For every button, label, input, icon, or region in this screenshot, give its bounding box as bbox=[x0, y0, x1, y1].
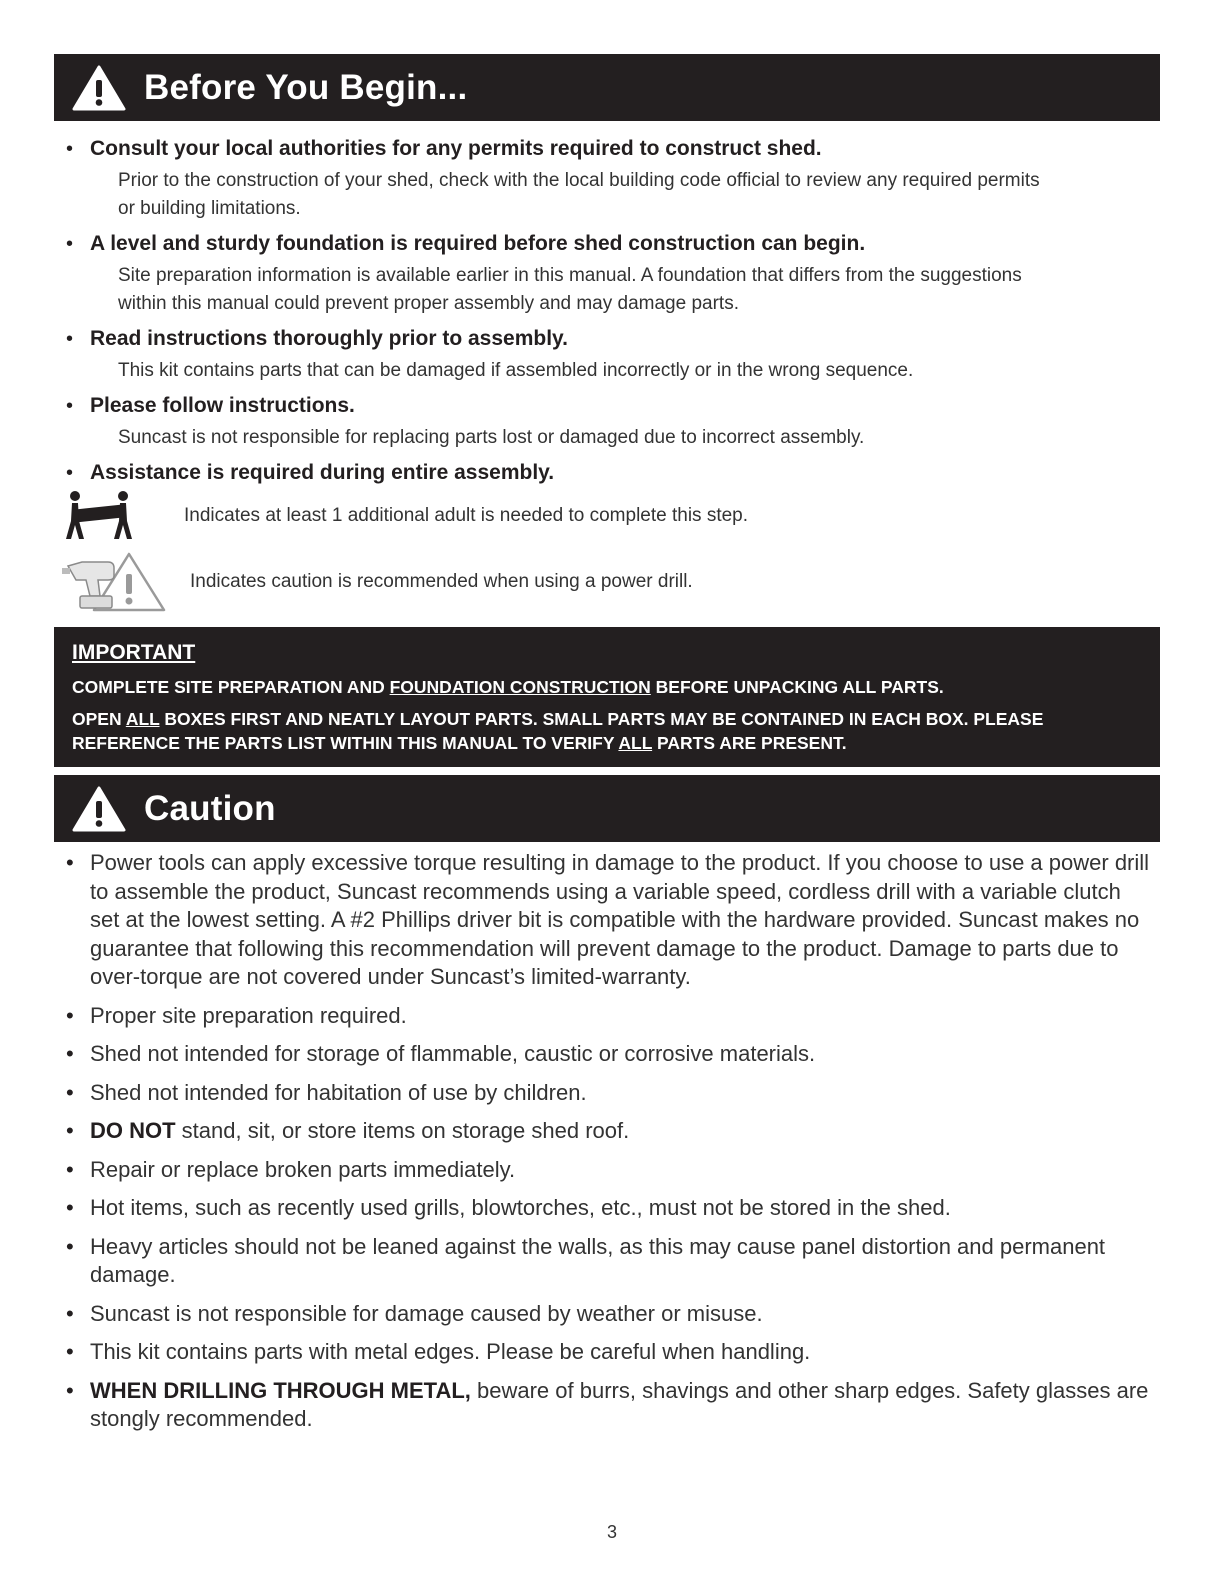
important-text: BOXES FIRST AND NEATLY LAYOUT PARTS. SMALL PARTS MAY BE CONTAINED IN EACH BOX. PLEASE bbox=[159, 709, 1044, 729]
item-heading: Please follow instructions. bbox=[90, 394, 355, 417]
list-item bbox=[66, 230, 1156, 318]
list-item bbox=[66, 1040, 1156, 1069]
legend-text: Indicates at least 1 additional adult is needed to complete this step. bbox=[184, 505, 749, 526]
item-heading: Assistance is required during entire assembly. bbox=[90, 461, 555, 484]
list-item bbox=[66, 1002, 1156, 1031]
caution-text: This kit contains parts with metal edges. Please be careful when handling. bbox=[90, 1339, 811, 1364]
caution-text bbox=[90, 1117, 629, 1146]
before-list bbox=[66, 135, 1156, 487]
caution-text-rest: stand, sit, or store items on storage shed roof. bbox=[175, 1118, 630, 1143]
caution-text bbox=[90, 1377, 1156, 1434]
list-item bbox=[66, 135, 1156, 223]
bullet-dot: • bbox=[66, 1079, 74, 1105]
caution-bold-text: DO NOT bbox=[90, 1118, 176, 1143]
list-item bbox=[66, 325, 1156, 385]
item-heading: Read instructions thoroughly prior to assembly. bbox=[90, 327, 569, 350]
caution-text: Shed not intended for storage of flammable, caustic or corrosive materials. bbox=[90, 1041, 816, 1066]
list-item bbox=[66, 1233, 1156, 1290]
bullet-dot: • bbox=[66, 462, 74, 484]
caution-text: Power tools can apply excessive torque resulting in damage to the product. If you choose to use a power drill to assemble the product, Suncast recommends using a variable speed, cordless drill with a variable clutch set at the lowest setting. A #2 Phillips driver bit is compatible with the hardware provided. Suncast makes no guarantee that following this recommendation will prevent damage to the product. Damage to parts due to over-torque are not covered under Suncast’s limited-warranty. bbox=[90, 850, 1150, 989]
bullet-dot: • bbox=[66, 1339, 74, 1364]
bullet-dot: • bbox=[66, 328, 74, 350]
list-item bbox=[66, 1117, 1156, 1146]
important-line bbox=[72, 707, 1142, 731]
important-notice bbox=[54, 627, 1160, 767]
caution-text: Shed not intended for habitation of use by children. bbox=[90, 1079, 587, 1105]
bullet-dot: • bbox=[66, 138, 74, 160]
important-heading: IMPORTANT bbox=[72, 641, 196, 664]
item-heading: A level and sturdy foundation is required before shed construction can begin. bbox=[90, 232, 866, 255]
bullet-dot: • bbox=[66, 1156, 74, 1182]
item-text: Prior to the construction of your shed, check with the local building code official to review any required permits bbox=[118, 170, 1040, 191]
bullet-dot: • bbox=[66, 233, 74, 255]
bullet-dot: • bbox=[66, 1377, 74, 1403]
before-you-begin-banner bbox=[54, 54, 1160, 121]
list-item bbox=[66, 849, 1156, 992]
list-item bbox=[66, 1377, 1156, 1434]
item-text: Site preparation information is available earlier in this manual. A foundation that differs from the suggestions bbox=[118, 265, 1022, 286]
two-people-carrying-icon bbox=[62, 489, 172, 543]
important-line bbox=[72, 731, 1142, 755]
caution-text: Hot items, such as recently used grills, blowtorches, etc., must not be stored in the shed. bbox=[90, 1195, 951, 1220]
list-item bbox=[66, 1079, 1156, 1108]
caution-bold-text: WHEN DRILLING THROUGH METAL, bbox=[90, 1377, 471, 1403]
item-text: or building limitations. bbox=[118, 198, 301, 219]
legend-text: Indicates caution is recommended when using a power drill. bbox=[190, 571, 693, 592]
warning-triangle-icon bbox=[72, 785, 126, 833]
important-line bbox=[72, 675, 1142, 699]
bullet-dot: • bbox=[66, 395, 74, 417]
bullet-dot: • bbox=[66, 1002, 74, 1028]
caution-text-rest: beware of burrs, shavings and other sharp edges. Safety glasses are stongly recommended. bbox=[90, 1377, 1149, 1431]
caution-text: Repair or replace broken parts immediately. bbox=[90, 1156, 516, 1182]
list-item bbox=[66, 1194, 1156, 1223]
bullet-dot: • bbox=[66, 1041, 74, 1066]
caution-text: Suncast is not responsible for damage caused by weather or misuse. bbox=[90, 1300, 763, 1326]
list-item bbox=[66, 1156, 1156, 1185]
item-heading: Consult your local authorities for any permits required to construct shed. bbox=[90, 137, 822, 160]
bullet-dot: • bbox=[66, 1300, 74, 1326]
warning-triangle-icon bbox=[72, 64, 126, 112]
bullet-dot: • bbox=[66, 1118, 74, 1143]
list-item bbox=[66, 392, 1156, 452]
section-title: Caution bbox=[144, 788, 276, 828]
caution-text: Heavy articles should not be leaned against the walls, as this may cause panel distortion and permanent damage. bbox=[90, 1233, 1106, 1287]
power-drill-caution-icon bbox=[62, 550, 172, 614]
important-text: REFERENCE THE PARTS LIST WITHIN THIS MANUAL TO VERIFY bbox=[72, 733, 619, 753]
assistance-legend-row bbox=[62, 489, 748, 543]
important-underlined-text: FOUNDATION CONSTRUCTION bbox=[389, 677, 651, 697]
important-underlined-text: ALL bbox=[125, 709, 160, 729]
caution-text: Proper site preparation required. bbox=[90, 1002, 407, 1028]
important-text: BEFORE UNPACKING ALL PARTS. bbox=[650, 677, 944, 697]
item-text: Suncast is not responsible for replacing parts lost or damaged due to incorrect assembly. bbox=[118, 427, 865, 448]
caution-banner bbox=[54, 775, 1160, 842]
bullet-dot: • bbox=[66, 1195, 74, 1220]
bullet-dot: • bbox=[66, 1233, 74, 1259]
list-item bbox=[66, 1338, 1156, 1367]
important-text: PARTS ARE PRESENT. bbox=[652, 733, 847, 753]
item-text: This kit contains parts that can be damaged if assembled incorrectly or in the wrong sequence. bbox=[118, 360, 914, 381]
item-text: within this manual could prevent proper assembly and may damage parts. bbox=[118, 293, 739, 314]
bullet-dot: • bbox=[66, 850, 74, 875]
important-underlined-text: ALL bbox=[618, 733, 653, 753]
drill-legend-row bbox=[62, 550, 693, 614]
important-text: OPEN bbox=[72, 709, 126, 729]
list-item bbox=[66, 459, 1156, 487]
list-item bbox=[66, 1300, 1156, 1329]
caution-list bbox=[66, 849, 1156, 1444]
page-number: 3 bbox=[606, 1522, 617, 1542]
important-text: COMPLETE SITE PREPARATION AND bbox=[72, 677, 390, 697]
section-title: Before You Begin... bbox=[144, 67, 468, 107]
